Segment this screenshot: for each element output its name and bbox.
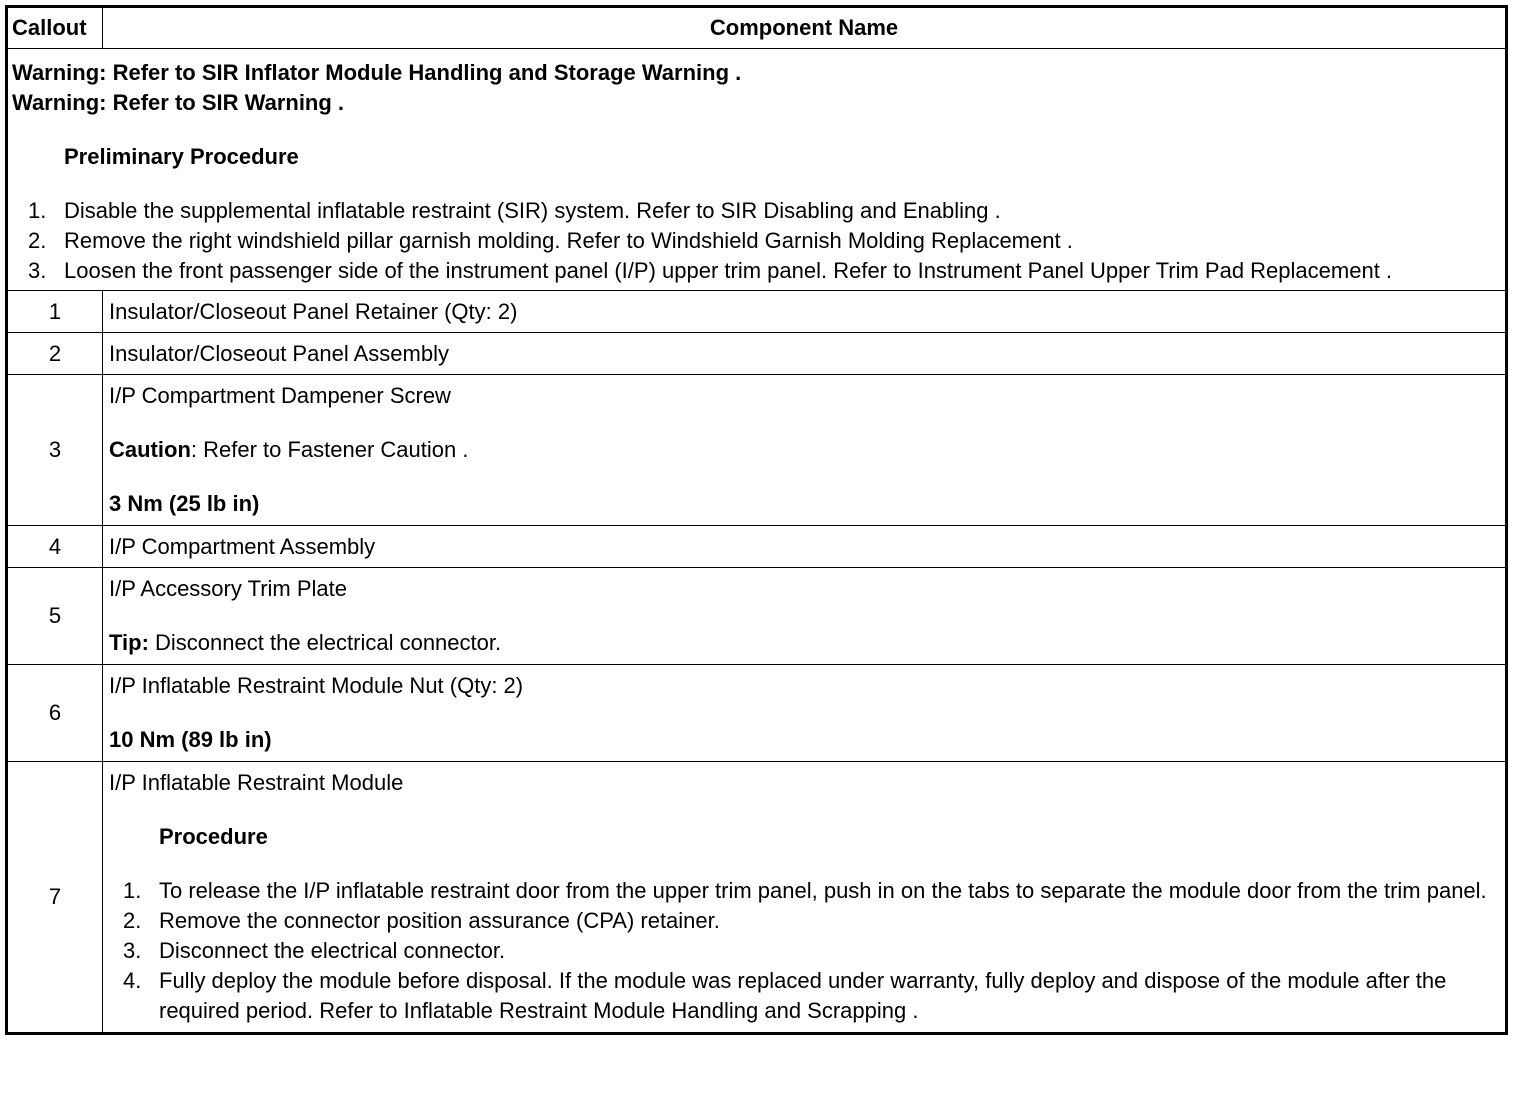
caution-note: Caution: Refer to Fastener Caution . bbox=[109, 437, 469, 462]
table-row bbox=[7, 665, 1507, 762]
component-cell bbox=[103, 375, 1507, 526]
component-name: Insulator/Closeout Panel Retainer (Qty: 2) bbox=[103, 291, 1507, 333]
procedure-title: Procedure bbox=[159, 824, 268, 849]
preliminary-row bbox=[7, 49, 1507, 291]
warning-sir: Warning: Refer to SIR Warning . bbox=[12, 90, 345, 115]
component-name: I/P Compartment Dampener Screw bbox=[109, 383, 451, 408]
callout-number: 5 bbox=[7, 568, 103, 665]
callout-number: 7 bbox=[7, 762, 103, 1034]
torque-spec: 3 Nm (25 lb in) bbox=[109, 491, 260, 516]
component-name-header: Component Name bbox=[103, 7, 1507, 49]
procedure-steps bbox=[109, 876, 1499, 1026]
callout-number: 6 bbox=[7, 665, 103, 762]
callout-number: 3 bbox=[7, 375, 103, 526]
table-row bbox=[7, 375, 1507, 526]
component-name: I/P Compartment Assembly bbox=[103, 526, 1507, 568]
torque-spec: 10 Nm (89 lb in) bbox=[109, 727, 272, 752]
tip-note: Tip: Disconnect the electrical connector. bbox=[109, 630, 502, 655]
callout-number: 1 bbox=[7, 291, 103, 333]
callout-number: 2 bbox=[7, 333, 103, 375]
list-item: 3. Loosen the front passenger side of the instrument panel (I/P) upper trim panel. Refer to Instrument Panel Upper Trim Pad Replacement . bbox=[28, 258, 1393, 283]
component-cell bbox=[103, 568, 1507, 665]
preliminary-procedure-title: Preliminary Procedure bbox=[64, 144, 299, 169]
warning-sir-inflator: Warning: Refer to SIR Inflator Module Handling and Storage Warning . bbox=[12, 60, 742, 85]
table-row bbox=[7, 762, 1507, 1034]
list-item: 2. Remove the right windshield pillar garnish molding. Refer to Windshield Garnish Molding Replacement . bbox=[28, 228, 1073, 253]
callout-number: 4 bbox=[7, 526, 103, 568]
component-table bbox=[5, 5, 1508, 1035]
component-name: I/P Inflatable Restraint Module Nut (Qty: 2) bbox=[109, 673, 524, 698]
list-item: 1. To release the I/P inflatable restraint door from the upper trim panel, push in on the tabs to separate the module door from the trim panel. bbox=[123, 878, 1487, 903]
list-item: 2. Remove the connector position assurance (CPA) retainer. bbox=[123, 908, 720, 933]
component-name: Insulator/Closeout Panel Assembly bbox=[103, 333, 1507, 375]
table-row bbox=[7, 526, 1507, 568]
document-page bbox=[5, 5, 1508, 1035]
component-name: I/P Inflatable Restraint Module bbox=[109, 770, 404, 795]
table-row bbox=[7, 568, 1507, 665]
table-row bbox=[7, 333, 1507, 375]
list-item: 4. Fully deploy the module before disposal. If the module was replaced under warranty, fully deploy and dispose of the module after the required period. Refer to Inflatable Restraint Module Handling and Scrapping . bbox=[123, 968, 1447, 1023]
component-cell bbox=[103, 665, 1507, 762]
preliminary-steps bbox=[12, 196, 1501, 286]
component-name: I/P Accessory Trim Plate bbox=[109, 576, 348, 601]
callout-header: Callout bbox=[7, 7, 103, 49]
component-cell bbox=[103, 762, 1507, 1034]
preliminary-cell bbox=[7, 49, 1507, 291]
table-row bbox=[7, 291, 1507, 333]
list-item: 1. Disable the supplemental inflatable restraint (SIR) system. Refer to SIR Disabling and Enabling . bbox=[28, 198, 1001, 223]
list-item: 3. Disconnect the electrical connector. bbox=[123, 938, 506, 963]
header-row bbox=[7, 7, 1507, 49]
